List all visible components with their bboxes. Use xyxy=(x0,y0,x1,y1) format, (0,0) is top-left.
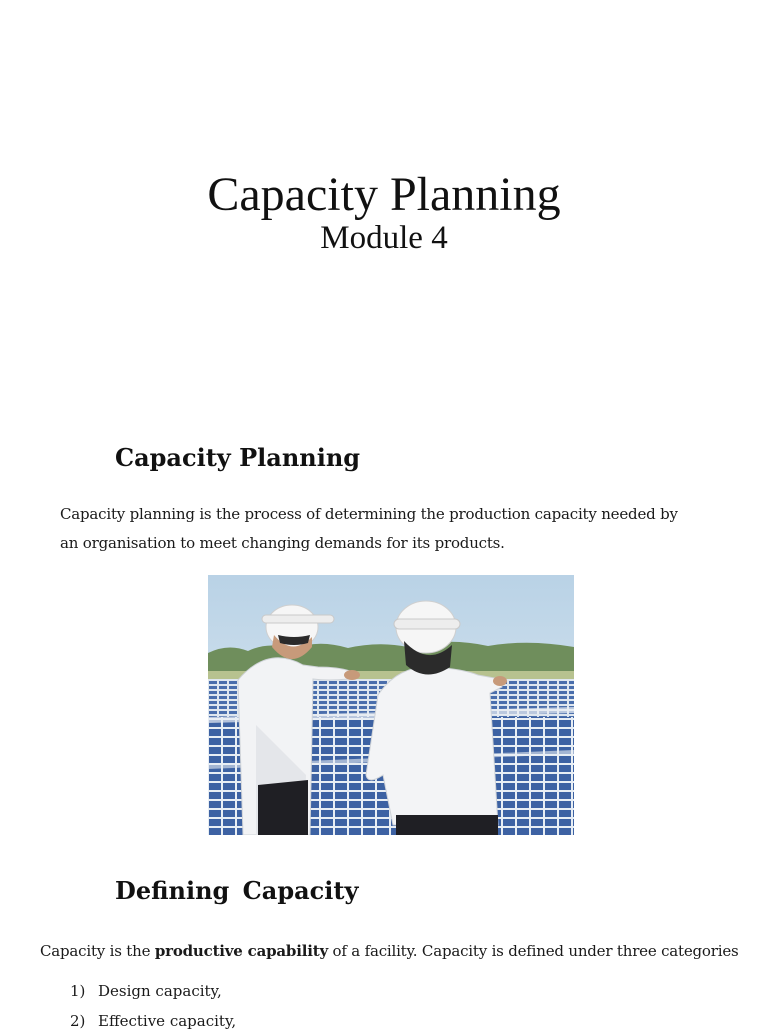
document-title: Capacity Planning xyxy=(207,168,561,221)
section-paragraph-defining-capacity xyxy=(40,937,740,966)
list-item xyxy=(70,1006,236,1036)
section-heading-defining-capacity: Defining Capacity xyxy=(115,876,359,905)
list-item-text: Effective capacity, xyxy=(98,1012,237,1030)
document-subtitle: Module 4 xyxy=(320,220,448,256)
paragraph-bold-text: productive capability xyxy=(154,942,328,960)
list-item xyxy=(70,976,236,1006)
section-paragraph-capacity-planning: Capacity planning is the process of determining the production capacity needed by an organisation to meet changing demands for its products. xyxy=(60,505,678,552)
engineers-solar-panels-photo xyxy=(208,575,574,835)
paragraph-text: of a facility. Capacity is defined under three categories xyxy=(327,942,739,960)
list-marker: 1) xyxy=(70,982,86,1000)
capacity-categories-list xyxy=(70,976,236,1036)
list-item-text: Design capacity, xyxy=(98,982,222,1000)
paragraph-text: Capacity is the xyxy=(40,942,155,960)
section-heading-capacity-planning: Capacity Planning xyxy=(115,443,361,472)
list-marker: 2) xyxy=(70,1012,86,1030)
